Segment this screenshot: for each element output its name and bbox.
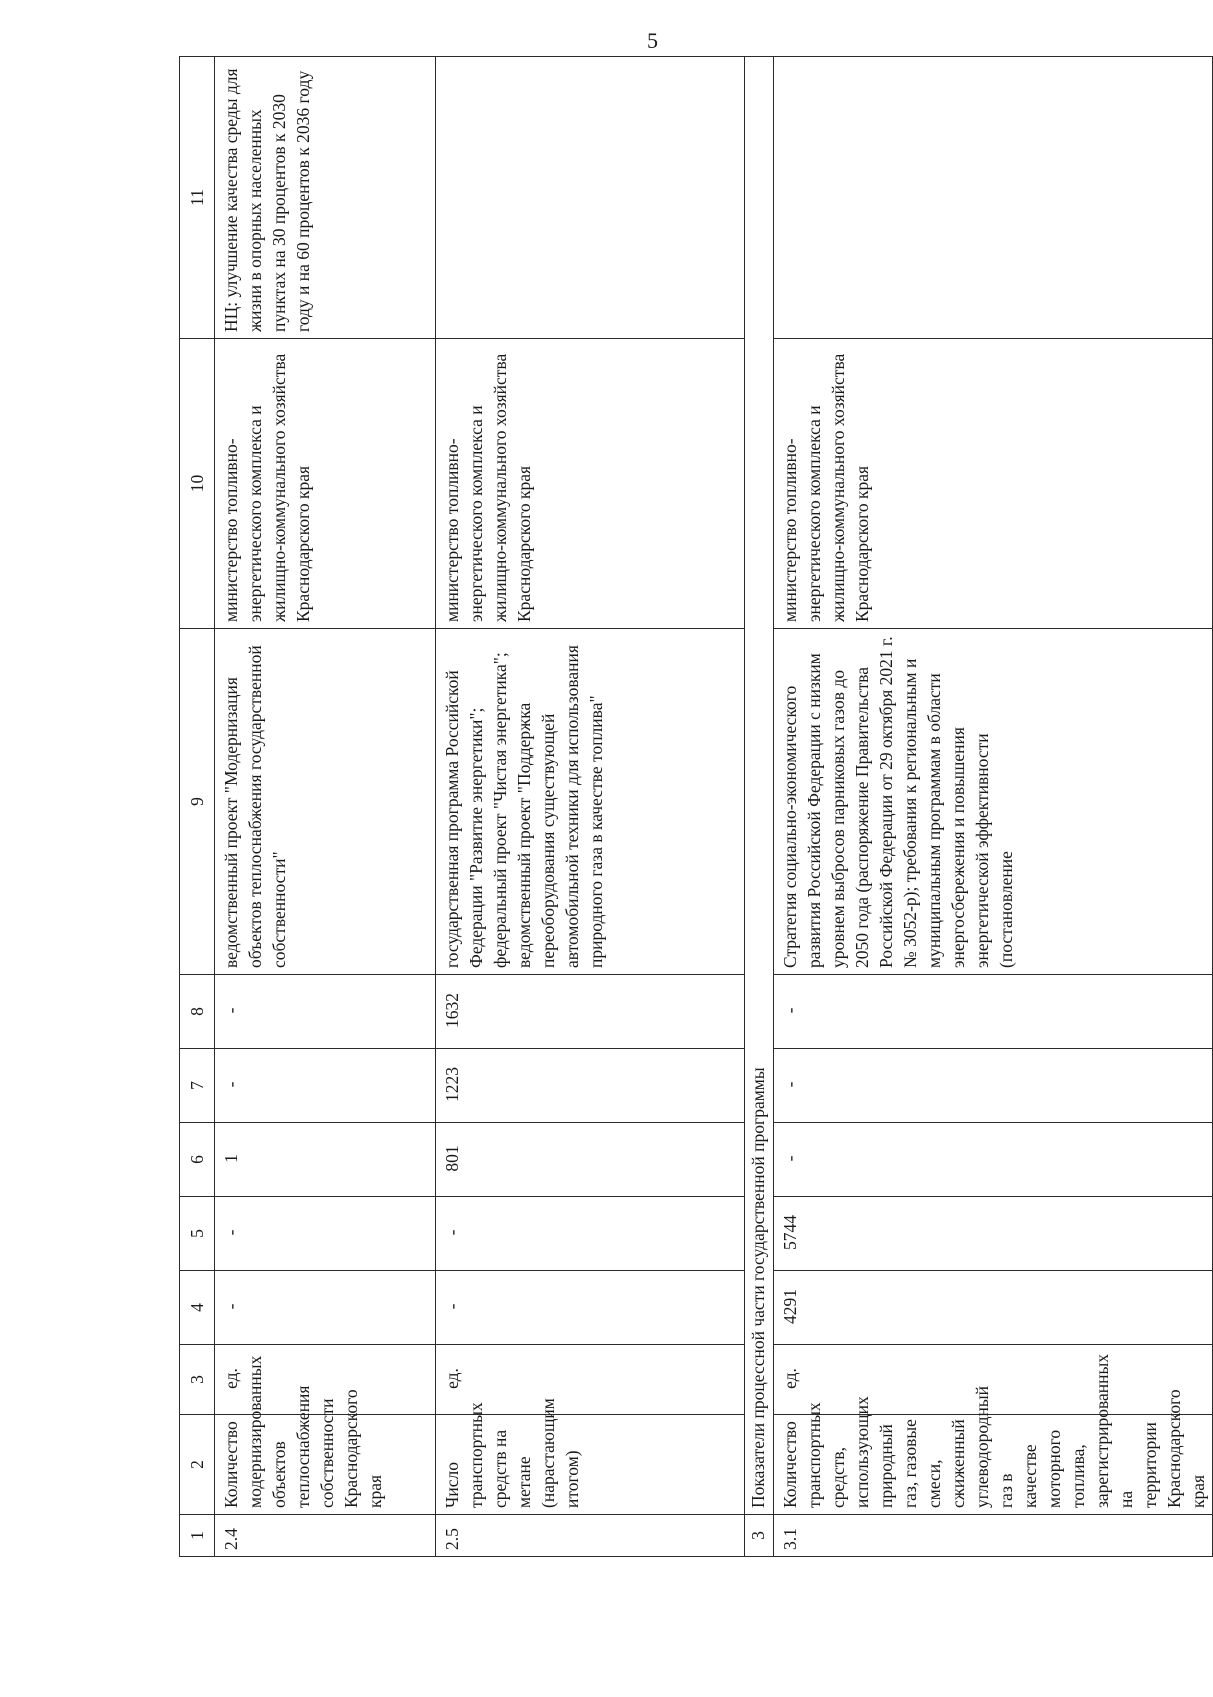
value-cell: - (436, 1271, 745, 1345)
responsible-cell: министерство топливно-энергетического комплекса и жилищно-коммунального хозяйства Краснодарского края (774, 339, 1213, 629)
value-cell: - (774, 1049, 1213, 1123)
goal-cell (774, 57, 1213, 339)
indicators-table (179, 56, 1213, 1557)
responsible-cell: министерство топливно-энергетического комплекса и жилищно-коммунального хозяйства Краснодарского края (215, 339, 436, 629)
header-cell: 4 (180, 1271, 215, 1345)
header-cell: 2 (180, 1415, 215, 1515)
table-row (215, 57, 436, 1557)
unit-cell: ед. (774, 1345, 1213, 1415)
header-cell: 3 (180, 1345, 215, 1415)
header-cell: 6 (180, 1123, 215, 1197)
value-cell: - (215, 1271, 436, 1345)
value-cell: 1632 (436, 975, 745, 1049)
goal-cell (436, 57, 745, 339)
indicator-name: Число транспортных средств на метане (нарастающим итогом) (436, 1415, 745, 1515)
document-cell: Стратегия социально-экономического развития Российской Федерации с низким уровнем выбросов парниковых газов до 2050 года (распоряжение Правительства Российской Федерации от 29 октября 2021 г. № 3052-р); требования к региональным и муниципальным программам в области энергосбережения и повышения энергетической эффективности (постановление (774, 629, 1213, 975)
header-row (180, 57, 215, 1557)
value-cell: - (774, 1123, 1213, 1197)
value-cell: - (436, 1197, 745, 1271)
value-cell: - (215, 1049, 436, 1123)
document-cell: государственная программа Российской Федерации "Развитие энергетики"; федеральный проект "Чистая энергетика"; ведомственный проект "Поддержка переоборудования существующей автомобильной техники для использования природного газа в качестве топлива" (436, 629, 745, 975)
header-cell: 7 (180, 1049, 215, 1123)
indicator-name: Количество модернизированных объектов теплоснабжения собственности Краснодарского края (215, 1415, 436, 1515)
value-cell: - (774, 975, 1213, 1049)
goal-cell: НЦ: улучшение качества среды для жизни в опорных населенных пунктах на 30 процентов к 2030 году и на 60 процентов к 2036 году (215, 57, 436, 339)
header-cell: 5 (180, 1197, 215, 1271)
value-cell: 4291 (774, 1271, 1213, 1345)
document-cell: ведомственный проект "Модернизация объектов теплоснабжения государственной собственности" (215, 629, 436, 975)
value-cell: 5744 (774, 1197, 1213, 1271)
value-cell: - (215, 1197, 436, 1271)
responsible-cell: министерство топливно-энергетического комплекса и жилищно-коммунального хозяйства Краснодарского края (436, 339, 745, 629)
indicator-name: Количество транспортных средств, использующих природный газ, газовые смеси, сжиженный углеводородный газ в качестве моторного топлива, зарегистрированных на территории Краснодарского края (774, 1415, 1213, 1515)
row-number: 3.1 (774, 1515, 1213, 1557)
value-cell: 1223 (436, 1049, 745, 1123)
page-number: 5 (647, 28, 658, 53)
value-cell: 801 (436, 1123, 745, 1197)
row-number: 2.4 (215, 1515, 436, 1557)
value-cell: 1 (215, 1123, 436, 1197)
header-cell: 11 (180, 57, 215, 339)
header-cell: 1 (180, 1515, 215, 1557)
unit-cell: ед. (436, 1345, 745, 1415)
header-cell: 8 (180, 975, 215, 1049)
row-number: 2.5 (436, 1515, 745, 1557)
table-row (436, 57, 745, 1557)
header-cell: 10 (180, 339, 215, 629)
unit-cell: ед. (215, 1345, 436, 1415)
section-row (745, 57, 774, 1557)
value-cell: - (215, 975, 436, 1049)
section-title: Показатели процессной части государственной программы (745, 57, 774, 1515)
header-cell: 9 (180, 629, 215, 975)
table-row (774, 57, 1213, 1557)
indicators-table-rotated (179, 57, 1208, 1557)
section-number: 3 (745, 1515, 774, 1557)
